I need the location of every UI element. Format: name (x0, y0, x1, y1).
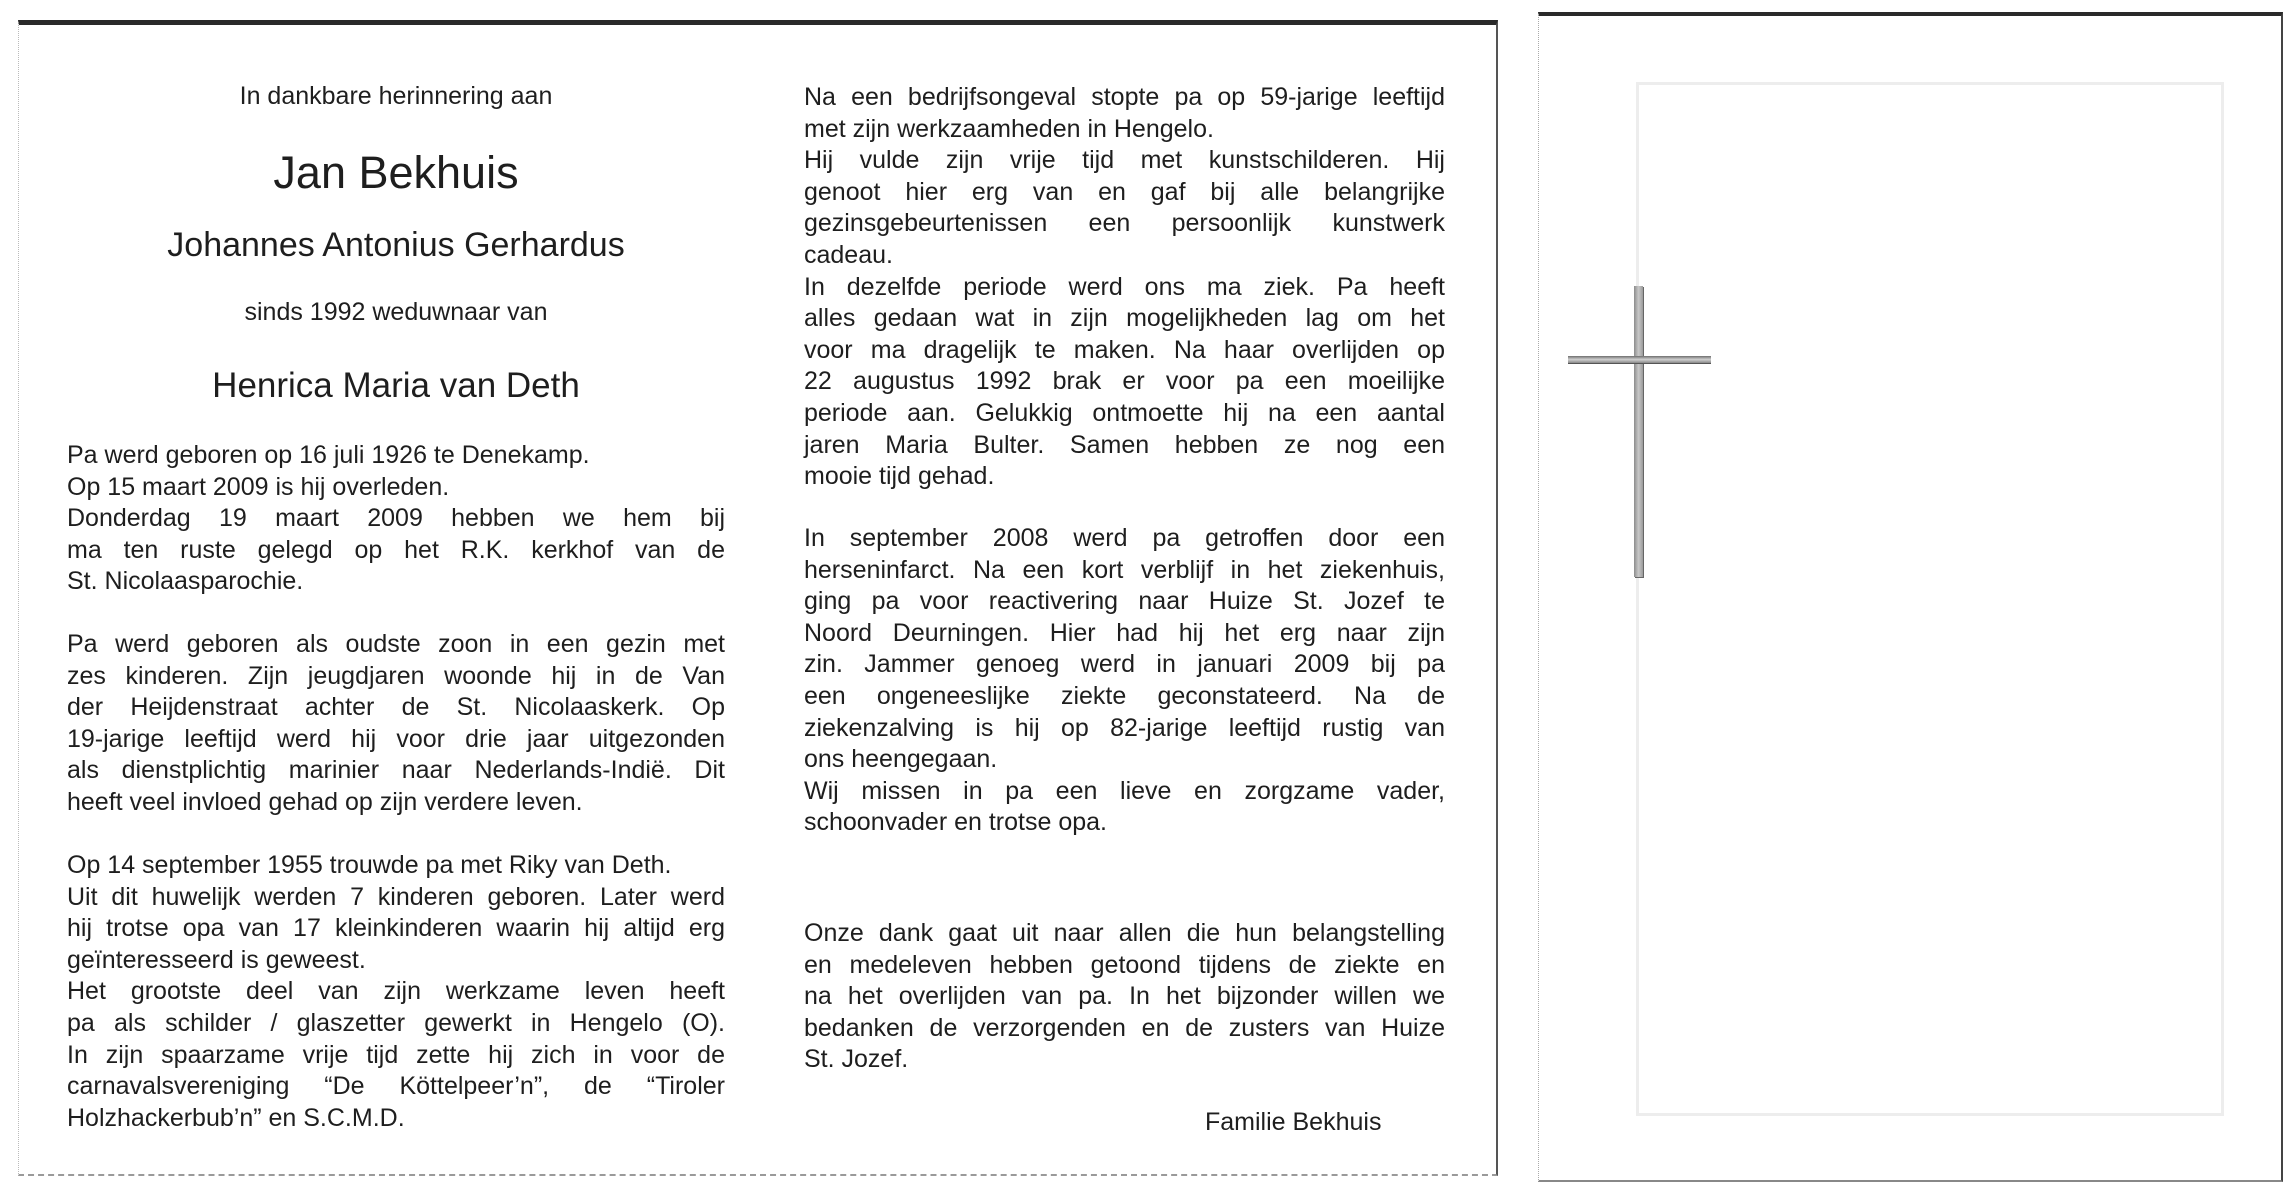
intro-text: In dankbare herinnering aan (239, 82, 553, 110)
text-line: Uit dit huwelijk werden 7 kinderen geboren. Later werd (67, 882, 725, 911)
text-line: Pa werd geboren op 16 juli 1926 te Denekamp. (67, 441, 590, 469)
text-line: pa als schilder / glaszetter gewerkt in Hengelo (O). (67, 1008, 725, 1037)
text-line: ma ten ruste gelegd op het R.K. kerkhof van de (67, 535, 725, 564)
text-line: met zijn werkzaamheden in Hengelo. (804, 114, 1214, 143)
text-line: Het grootste deel van zijn werkzame leven heeft (67, 977, 725, 1006)
text-line: Pa werd geboren als oudste zoon in een gezin met (67, 630, 725, 658)
text-line: Holzhackerbub’n” en S.C.M.D. (67, 1103, 405, 1132)
text-line: gezinsgebeurtenissen een persoonlijk kunstwerk (804, 209, 1445, 238)
text-line: ging pa voor reactivering naar Huize St. Jozef te (804, 587, 1445, 616)
text-line: carnavalsvereniging “De Köttelpeer’n”, de “Tiroler (67, 1072, 725, 1101)
text-line: St. Jozef. (804, 1045, 909, 1074)
text-line: jaren Maria Bulter. Samen hebben ze nog een (804, 430, 1445, 459)
text-line: zin. Jammer genoeg werd in januari 2009 bij pa (804, 650, 1445, 679)
text-line: In september 2008 werd pa getroffen door een (804, 524, 1445, 552)
deceased-name: Jan Bekhuis (273, 147, 519, 198)
spouse-name: Henrica Maria van Deth (212, 366, 580, 405)
text-line: en medeleven hebben getoond tijdens de ziekte en (804, 950, 1445, 979)
text-line: Onze dank gaat uit naar allen die hun belangstelling (804, 919, 1445, 947)
text-line: periode aan. Gelukkig ontmoette hij na een aantal (804, 398, 1445, 427)
text-line: Na een bedrijfsongeval stopte pa op 59-jarige leeftijd (804, 83, 1445, 111)
text-line: geïnteresseerd is geweest. (67, 945, 366, 974)
text-line: voor ma dragelijk te maken. Na haar overlijden op (804, 335, 1445, 364)
text-line: Op 15 maart 2009 is hij overleden. (67, 472, 450, 501)
text-line: als dienstplichtig marinier naar Nederlands-Indië. Dit (67, 756, 725, 785)
cross-vertical-beam (1634, 286, 1643, 577)
biography-block-2 (67, 629, 725, 819)
text-line: St. Nicolaasparochie. (67, 567, 304, 596)
text-line: ons heengegaan. (804, 745, 998, 774)
text-line: Donderdag 19 maart 2009 hebben we hem bij (67, 504, 725, 533)
text-line: bedanken de verzorgenden en de zusters van Huize (804, 1013, 1445, 1042)
text-line: Noord Deurningen. Hier had hij het erg naar zijn (804, 618, 1445, 647)
text-line: ziekenzalving is hij op 82-jarige leeftijd rustig van (804, 713, 1445, 742)
biography-block-5 (804, 523, 1445, 839)
text-line: Hij vulde zijn vrije tijd met kunstschilderen. Hij (804, 146, 1445, 175)
text-line: In dezelfde periode werd ons ma ziek. Pa heeft (804, 272, 1445, 301)
text-line: heeft veel invloed gehad op zijn verdere leven. (67, 787, 583, 816)
text-line: 19-jarige leeftijd werd hij voor drie jaar uitgezonden (67, 724, 725, 753)
text-line: mooie tijd gehad. (804, 462, 995, 491)
text-line: der Heijdenstraat achter de St. Nicolaaskerk. Op (67, 693, 725, 722)
text-line: Wij missen in pa een lieve en zorgzame vader, (804, 776, 1445, 805)
text-line: 22 augustus 1992 brak er voor pa een moeilijke (804, 367, 1445, 396)
text-line: schoonvader en trotse opa. (804, 808, 1107, 837)
biography-block-3 (67, 850, 725, 1134)
text-line: na het overlijden van pa. In het bijzonder willen we (804, 982, 1445, 1011)
thanks-block (804, 918, 1445, 1076)
signature: Familie Bekhuis (1205, 1108, 1382, 1136)
cover-frame (1636, 82, 2224, 1116)
text-line: alles gedaan wat in zijn mogelijkheden lag om het (804, 304, 1445, 333)
text-line: cadeau. (804, 240, 893, 269)
widower-text: sinds 1992 weduwnaar van (244, 298, 548, 326)
text-line: herseninfarct. Na een kort verblijf in het ziekenhuis, (804, 555, 1445, 584)
text-line: een ongeneeslijke ziekte geconstateerd. Na de (804, 681, 1445, 710)
text-line: zes kinderen. Zijn jeugdjaren woonde hij in de Van (67, 661, 725, 690)
text-line: Op 14 september 1955 trouwde pa met Riky van Deth. (67, 851, 672, 879)
cross-horizontal-beam (1568, 356, 1711, 363)
deceased-full-name: Johannes Antonius Gerhardus (167, 226, 625, 264)
text-line: In zijn spaarzame vrije tijd zette hij zich in voor de (67, 1040, 725, 1069)
text-line: genoot hier erg van en gaf bij alle belangrijke (804, 177, 1445, 206)
text-line: hij trotse opa van 17 kleinkinderen waarin hij altijd erg (67, 914, 725, 943)
biography-block-1 (67, 440, 725, 598)
biography-block-4 (804, 82, 1445, 493)
